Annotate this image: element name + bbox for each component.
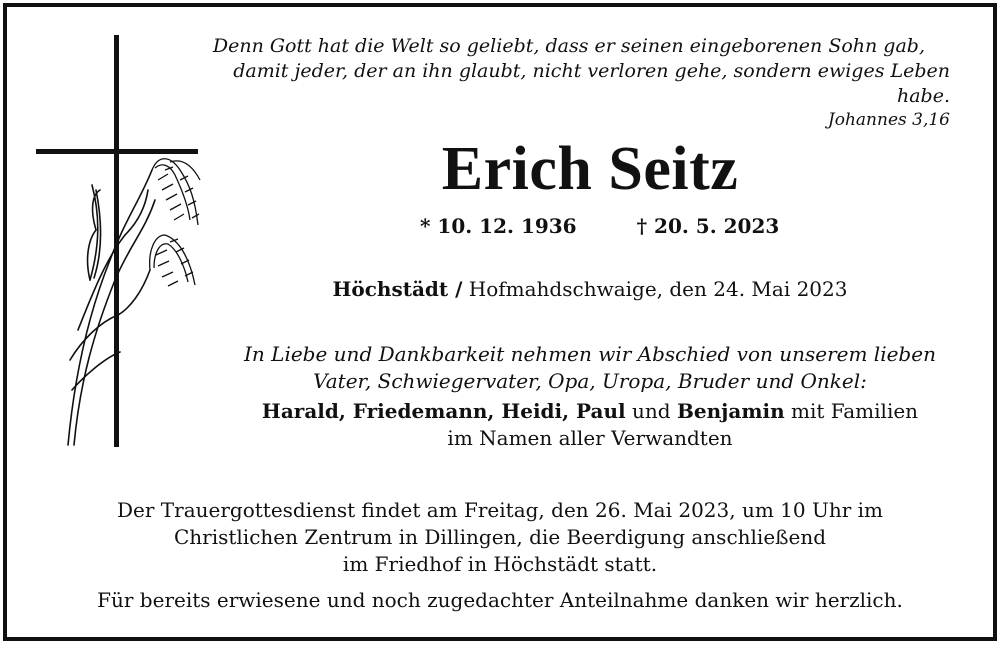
deceased-name: Erich Seitz (441, 135, 739, 203)
service-line-1: Der Trauergottesdienst findet am Freitag, den 26. Mai 2023, um 10 Uhr im (117, 498, 883, 522)
bible-verse (200, 34, 950, 131)
mourners (180, 398, 1000, 452)
verse-reference: Johannes 3,16 (827, 110, 950, 130)
life-dates (420, 214, 779, 238)
funeral-service-info (20, 497, 980, 578)
mourners-suffix: mit Familien (790, 399, 919, 423)
mourners-line-1 (180, 398, 1000, 425)
death-date: † 20. 5. 2023 (636, 214, 780, 238)
birth-date: * 10. 12. 1936 (420, 214, 577, 238)
mourners-line-2: im Namen aller Verwandten (447, 426, 733, 450)
verse-line-2: damit jeder, der an ihn glaubt, nicht verloren gehe, sondern ewiges Leben habe. (233, 60, 950, 107)
service-line-3: im Friedhof in Höchstädt statt. (342, 552, 658, 576)
mourners-names: Harald, Friedemann, Heidi, Paul (261, 399, 626, 423)
intro-line-2: Vater, Schwiegervater, Opa, Uropa, Bruder und Onkel: (313, 369, 867, 393)
service-line-2: Christlichen Zentrum in Dillingen, die Beerdigung anschließend (173, 525, 827, 549)
mourners-last-name: Benjamin (676, 399, 785, 423)
place-rest: Hofmahdschwaige, den 24. Mai 2023 (468, 277, 848, 301)
place-town: Höchstädt / (332, 277, 463, 301)
intro-line-1: In Liebe und Dankbarkeit nehmen wir Abschied von unserem lieben (244, 342, 936, 366)
farewell-intro (180, 341, 1000, 395)
verse-line-1: Denn Gott hat die Welt so geliebt, dass er seinen eingeborenen Sohn gab, (212, 35, 925, 57)
thanks-note: Für bereits erwiesene und noch zugedachter Anteilnahme danken wir herzlich. (97, 588, 903, 612)
place-and-date (250, 277, 930, 301)
mourners-connector: und (632, 399, 671, 423)
